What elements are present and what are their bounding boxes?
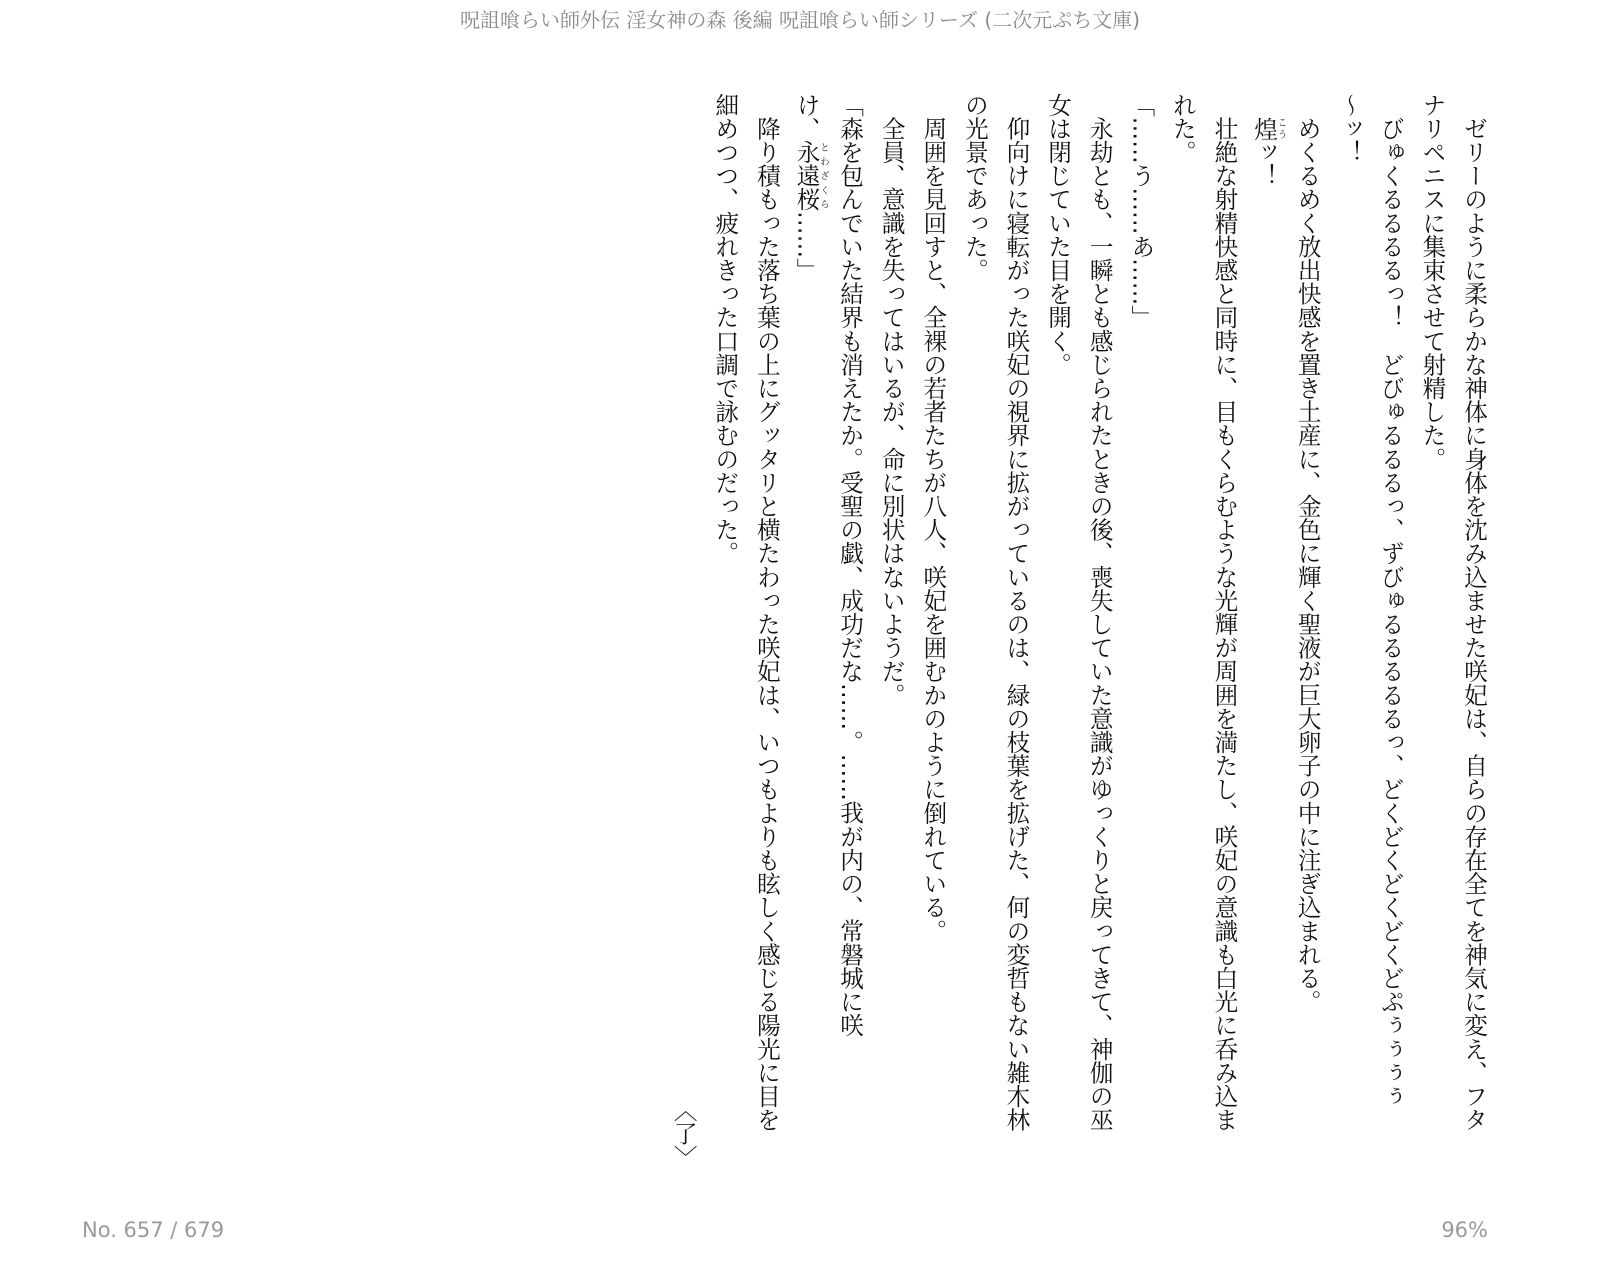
location-indicator[interactable]: No. 657 / 679 [82, 1218, 225, 1242]
line-text-before [1250, 93, 1278, 117]
line-text-before: け、 [792, 93, 821, 141]
text-line: びゅくるるるるっ！ どびゅるるるっ、ずびゅるるるるるっ、どくどくどくどくどぷぅぅぅぅ [1376, 93, 1405, 1108]
text-line [1244, 93, 1286, 1173]
text-line: 壮絶な射精快感と同時に、目もくらむような光輝が周囲を満たし、咲妃の意識も白光に呑み込ま [1210, 93, 1239, 1132]
ruby-word [792, 140, 829, 212]
text-line: ゼリーのように柔らかな神体に身体を沈み込ませた咲妃は、自らの存在全てを神気に変え、フタ [1460, 93, 1488, 1132]
line-text-after: ……」 [792, 211, 821, 282]
end-mark: 〈了〉 [669, 1098, 698, 1169]
ruby-base: 煌 [1250, 116, 1279, 141]
text-line: 周囲を見回すと、全裸の若者たちが八人、咲妃を囲むかのように倒れている。 [919, 93, 948, 943]
text-line: れた。 [1168, 93, 1197, 164]
text-line: 「……う……あ……」 [1127, 93, 1156, 329]
line-text-after: ッ！ [1250, 140, 1279, 188]
text-line: 全員、意識を失ってはいるが、命に別状はないようだ。 [877, 93, 906, 707]
text-line: ～ッ！ [1335, 93, 1364, 164]
text-line: 「森を包んでいた結界も消えたか。受聖の戯、成功だな……。……我が内の、常磐城に咲 [836, 93, 865, 1037]
text-line: ナリペニスに集束させて射精した。 [1418, 93, 1447, 471]
progress-percent[interactable]: 96% [1441, 1218, 1488, 1242]
text-line: 降り積もった落ち葉の上にグッタリと横たわった咲妃は、いつもよりも眩しく感じる陽光に目を [752, 93, 781, 1132]
text-line: の光景であった。 [960, 93, 989, 282]
book-title: 呪詛喰らい師外伝 淫女神の森 後編 呪詛喰らい師シリーズ (二次元ぷち文庫) [459, 8, 1141, 32]
ruby-word [1250, 116, 1287, 141]
text-line: 永劫とも、一瞬とも感じられたときの後、喪失していた意識がゆっくりと戻ってきて、神伽の巫 [1085, 93, 1114, 1132]
ruby-reading: こう [1275, 116, 1287, 141]
text-line: めくるめく放出快感を置き土産に、金色に輝く聖液が巨大卵子の中に注ぎ込まれる。 [1293, 93, 1322, 1014]
text-line: 女は閉じていた目を開く。 [1044, 93, 1073, 377]
text-line: 仰向けに寝転がった咲妃の視界に拡がっているのは、緑の枝葉を拡げた、何の変哲もない雑木林 [1002, 93, 1031, 1132]
text-line: 細めつつ、疲れきった口調で詠むのだった。 [711, 93, 740, 565]
ruby-reading: とわざくら [818, 140, 829, 212]
ruby-base: 永遠桜 [792, 140, 821, 212]
vertical-text-page[interactable] [662, 93, 1494, 1173]
text-line [787, 93, 829, 1173]
